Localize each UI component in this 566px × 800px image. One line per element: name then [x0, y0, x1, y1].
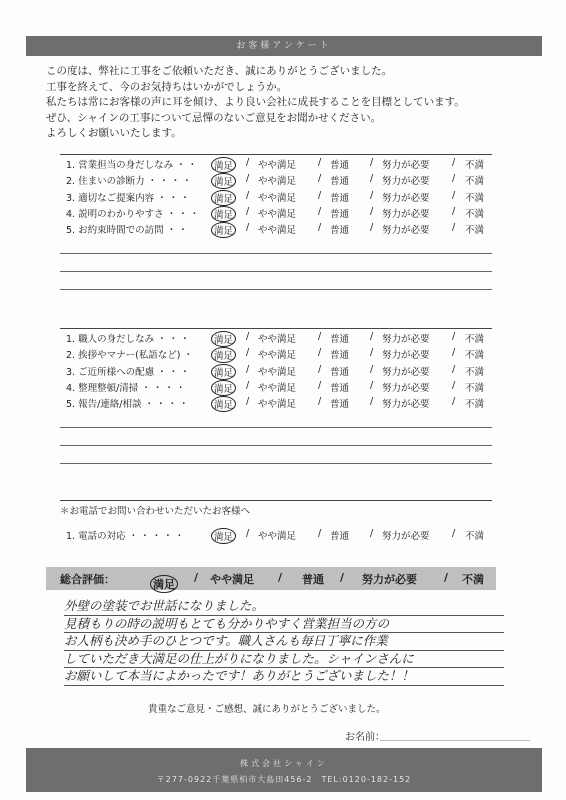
footer-bar [26, 748, 542, 792]
craftsman-question-row: 2. 挨拶やマナー(私語など) ・ / / / / 満足 やや満足 普通 努力が必要 不満 [66, 347, 485, 363]
question-label: 5. お約束時間での訪問 ・・ [66, 225, 190, 237]
overall-option-3[interactable]: 普通 [302, 573, 324, 586]
question-label: 1. 電話の対応 ・・・・・ [66, 531, 187, 542]
craftsman-section [60, 328, 492, 464]
rating-option-2[interactable]: やや満足 [258, 176, 297, 188]
rating-option-1[interactable]: 満足 [211, 380, 236, 396]
comment-line: していただき大満足の仕上がりになりました。シャインさんに [64, 651, 504, 669]
rating-option-4[interactable]: 努力が必要 [382, 192, 430, 204]
overall-label: 総合評価： [60, 573, 115, 586]
rating-option-3[interactable]: 普通 [330, 334, 350, 345]
intro-line: よろしくお願いいたします。 [46, 127, 182, 140]
rating-option-3[interactable]: 普通 [330, 350, 350, 362]
rating-option-2[interactable]: やや満足 [258, 192, 297, 204]
survey-title-bar [26, 36, 542, 56]
rating-option-1[interactable]: 満足 [211, 190, 236, 206]
rating-option-3[interactable]: 普通 [330, 176, 350, 188]
rating-option-1[interactable]: 満足 [211, 396, 236, 412]
rating-option-2[interactable]: やや満足 [258, 399, 297, 411]
sales-question-row: 1. 営業担当の身だしなみ ・・ / / / / 満足 やや満足 普通 努力が必要 不満 [66, 157, 485, 172]
question-label: 3. ご近所様への配慮 ・・・ [66, 366, 192, 378]
company-address: 〒277-0922千葉県柏市大島田456-2 TEL:0120-182-152 [156, 775, 412, 784]
intro-line: ぜひ、シャインの工事について忌憚のないご意見をお聞かせください。 [46, 111, 382, 124]
rating-option-5[interactable]: 不満 [465, 208, 485, 220]
overall-selected-circle: 満足 [150, 575, 178, 593]
rating-option-2[interactable]: やや満足 [258, 531, 297, 542]
rating-option-5[interactable]: 不満 [465, 334, 485, 345]
rating-option-5[interactable]: 不満 [465, 531, 485, 542]
sales-question-row: 2. 住まいの診断力 ・・・・ / / / / 満足 やや満足 普通 努力が必要 不満 [66, 173, 485, 189]
question-label: 1. 営業担当の身だしなみ ・・ [66, 160, 200, 171]
name-field[interactable] [380, 740, 530, 741]
intro-text [46, 64, 465, 142]
craftsman-question-row: 4. 整理整頓/清掃 ・・・・ / / / / 満足 やや満足 普通 努力が必要 不満 [66, 379, 485, 395]
intro-line: 私たちは常にお客様の声に耳を傾け、より良い会社に成長することを目標としています。 [46, 96, 465, 109]
phone-question-row: 1. 電話の対応 ・・・・・ / / / / 満足 やや満足 普通 努力が必要 不満 [66, 528, 485, 543]
question-label: 4. 説明のわかりやすさ ・・・ [66, 208, 202, 220]
rating-option-2[interactable]: やや満足 [258, 366, 297, 378]
rating-option-2[interactable]: やや満足 [258, 208, 297, 220]
question-label: 2. 挨拶やマナー(私語など) ・ [66, 350, 196, 362]
rating-option-1[interactable]: 満足 [211, 364, 236, 380]
craftsman-question-row: 1. 職人の身だしなみ ・・・ / / / / 満足 やや満足 普通 努力が必要 不満 [66, 331, 485, 346]
sales-question-row: 3. 適切なご提案内容 ・・・ / / / / 満足 やや満足 普通 努力が必要 不満 [66, 189, 485, 205]
rating-option-3[interactable]: 普通 [330, 208, 350, 220]
rating-option-4[interactable]: 努力が必要 [382, 160, 430, 171]
overall-option-5[interactable]: 不満 [462, 573, 484, 586]
rating-option-5[interactable]: 不満 [465, 192, 485, 204]
rating-option-1[interactable]: 満足 [211, 331, 236, 347]
overall-option-4[interactable]: 努力が必要 [362, 573, 417, 586]
question-label: 5. 報告/連絡/相談 ・・・・ [66, 399, 191, 411]
rating-option-3[interactable]: 普通 [330, 366, 350, 378]
rating-option-4[interactable]: 努力が必要 [382, 334, 430, 345]
rating-option-1[interactable]: 満足 [211, 528, 236, 544]
rating-option-3[interactable]: 普通 [330, 531, 350, 542]
name-label: お名前： [345, 732, 385, 743]
question-label: 1. 職人の身だしなみ ・・・ [66, 334, 192, 345]
rating-option-2[interactable]: やや満足 [258, 225, 297, 237]
rating-option-5[interactable]: 不満 [465, 225, 485, 237]
rating-option-1[interactable]: 満足 [211, 222, 236, 238]
craftsman-question-row: 5. 報告/連絡/相談 ・・・・ / / / / 満足 やや満足 普通 努力が必要 不満 [66, 396, 485, 412]
question-label: 4. 整理整頓/清掃 ・・・・ [66, 382, 188, 394]
rating-option-4[interactable]: 努力が必要 [382, 382, 430, 394]
rating-option-3[interactable]: 普通 [330, 192, 350, 204]
phone-section-header: ＊お電話でお問い合わせいただいたお客様へ [60, 506, 251, 517]
overall-rating-bar: 総合評価： 満足 / やや満足 / 普通 / 努力が必要 / 不満 [46, 567, 496, 590]
comment-line: お願いして本当によかったです！ありがとうございました！！ [64, 668, 504, 686]
phone-row-wrap [60, 526, 492, 542]
rating-option-4[interactable]: 努力が必要 [382, 366, 430, 378]
rating-option-2[interactable]: やや満足 [258, 382, 297, 394]
handwritten-comment [64, 598, 504, 686]
rating-option-3[interactable]: 普通 [330, 382, 350, 394]
rating-option-5[interactable]: 不満 [465, 176, 485, 188]
sales-section [60, 154, 492, 290]
rating-option-4[interactable]: 努力が必要 [382, 225, 430, 237]
rating-option-5[interactable]: 不満 [465, 366, 485, 378]
rating-option-1[interactable]: 満足 [211, 157, 236, 173]
rating-option-1[interactable]: 満足 [211, 206, 236, 222]
intro-line: 工事を終えて、今のお気持ちはいかがでしょうか。 [46, 80, 288, 93]
intro-line: この度は、弊社に工事をご依頼いただき、誠にありがとうございました。 [46, 65, 393, 77]
rating-option-1[interactable]: 満足 [211, 173, 236, 189]
rating-option-3[interactable]: 普通 [330, 225, 350, 237]
survey-title: お客様アンケート [236, 41, 332, 51]
rating-option-5[interactable]: 不満 [465, 350, 485, 362]
company-name: 株式会社シャイン [240, 759, 328, 768]
comment-line: 外壁の塗装でお世話になりました。 [64, 598, 504, 616]
rating-option-1[interactable]: 満足 [211, 347, 236, 363]
craftsman-comment-lines [60, 410, 492, 464]
question-label: 3. 適切なご提案内容 ・・・ [66, 192, 192, 204]
rating-option-4[interactable]: 努力が必要 [382, 531, 430, 542]
rating-option-4[interactable]: 努力が必要 [382, 399, 430, 411]
rating-option-5[interactable]: 不満 [465, 160, 485, 171]
rating-option-5[interactable]: 不満 [465, 399, 485, 411]
rating-option-4[interactable]: 努力が必要 [382, 350, 430, 362]
sales-question-row: 5. お約束時間での訪問 ・・ / / / / 満足 やや満足 普通 努力が必要 不満 [66, 222, 485, 238]
rating-option-3[interactable]: 普通 [330, 399, 350, 411]
overall-option-2[interactable]: やや満足 [210, 573, 254, 586]
sales-question-row: 4. 説明のわかりやすさ ・・・ / / / / 満足 やや満足 普通 努力が必要 不満 [66, 205, 485, 221]
comment-line: 見積もりの時の説明もとても分かりやすく営業担当の方の [64, 616, 504, 634]
rating-option-2[interactable]: やや満足 [258, 334, 297, 345]
rating-option-5[interactable]: 不満 [465, 382, 485, 394]
question-label: 2. 住まいの診断力 ・・・・ [66, 176, 194, 188]
rating-option-4[interactable]: 努力が必要 [382, 208, 430, 220]
craftsman-question-row: 3. ご近所様への配慮 ・・・ / / / / 満足 やや満足 普通 努力が必要 不満 [66, 363, 485, 379]
rating-option-2[interactable]: やや満足 [258, 350, 297, 362]
thanks-text: 貴重なご意見・ご感想、誠にありがとうございました。 [148, 704, 386, 715]
rating-option-3[interactable]: 普通 [330, 160, 350, 171]
rating-option-4[interactable]: 努力が必要 [382, 176, 430, 188]
sales-comment-lines [60, 236, 492, 290]
rating-option-2[interactable]: やや満足 [258, 160, 297, 171]
comment-line: お人柄も決め手のひとつです。職人さんも毎日丁寧に作業 [64, 633, 504, 651]
